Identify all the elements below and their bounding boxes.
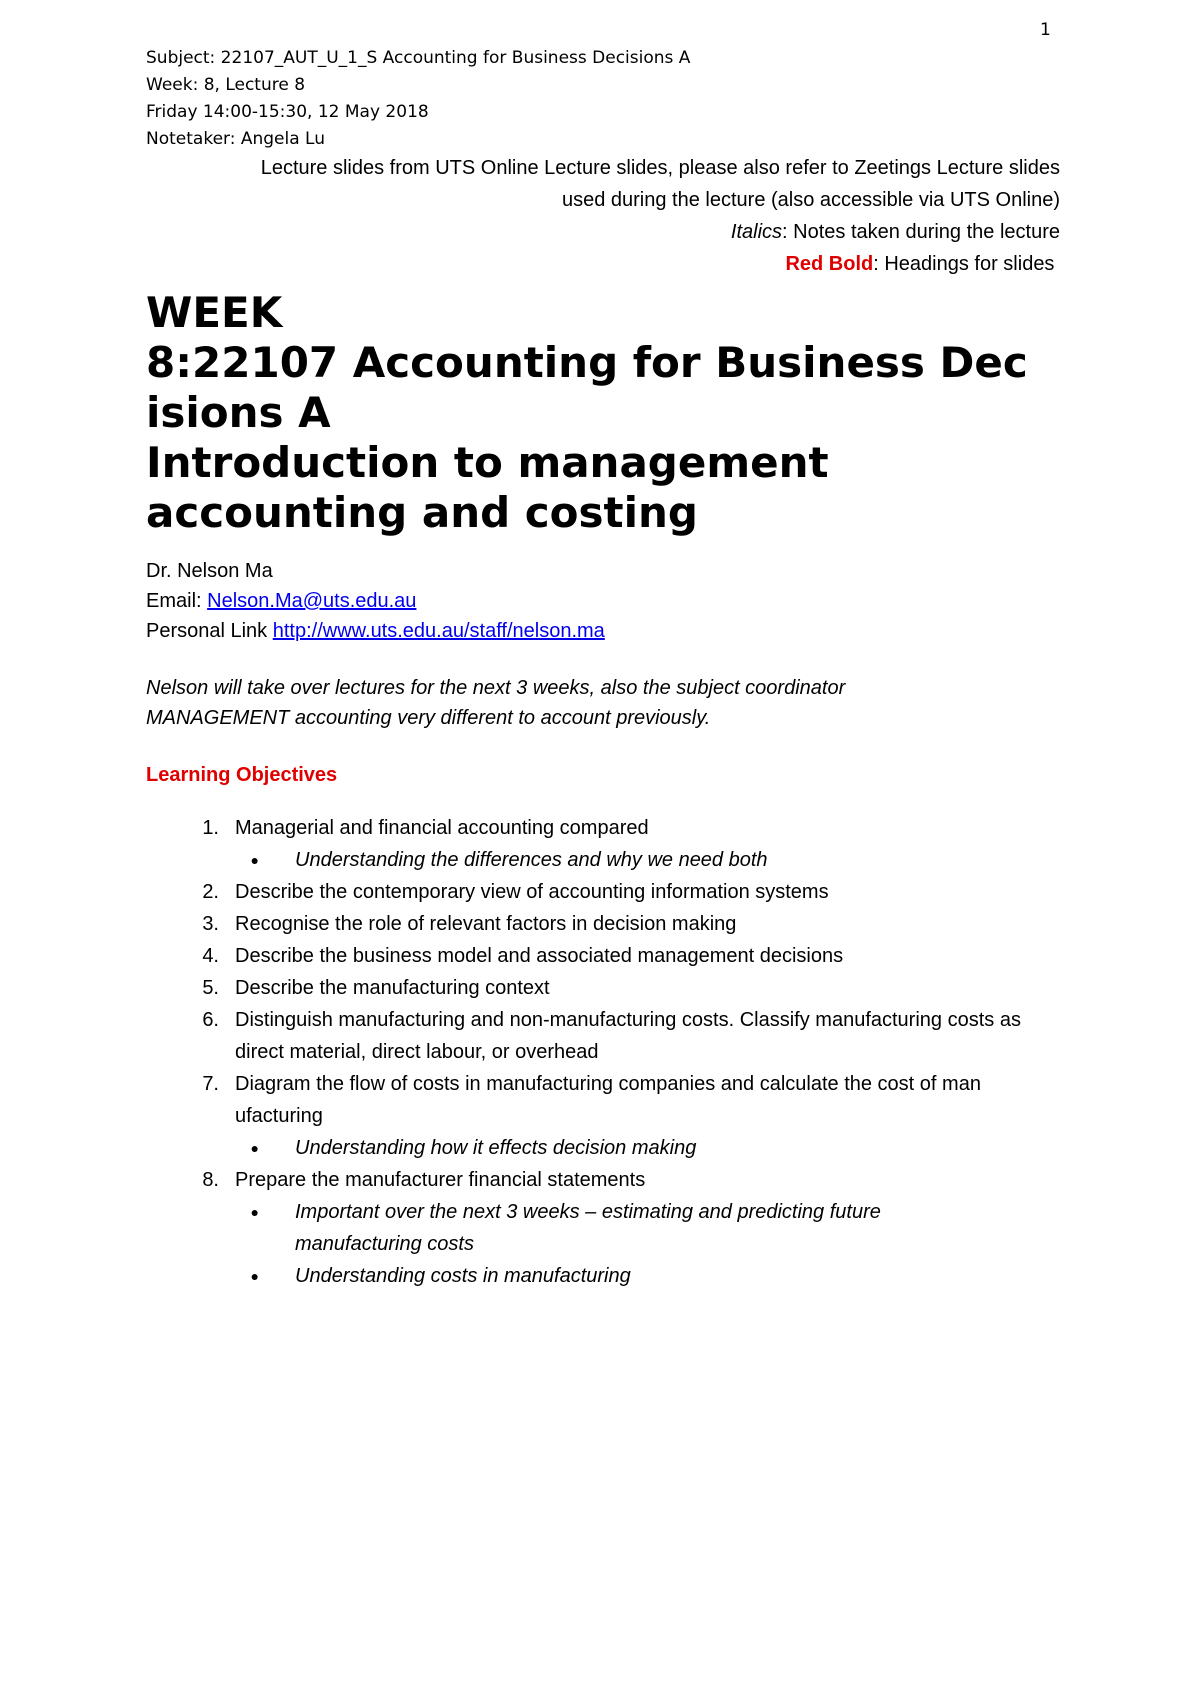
objective-number: 2. [202,881,219,903]
author-name: Dr. Nelson Ma [146,560,273,582]
sub-item-text: Important over the next 3 weeks – estimating and predicting future manufacturing costs [295,1201,881,1255]
bullet-icon: ● [250,1140,259,1156]
notes-line-1: Nelson will take over lectures for the next 3 weeks, also the subject coordinator [146,677,846,699]
legend-line-1: Lecture slides from UTS Online Lecture slides, please also refer to Zeetings Lecture slides [260,157,1060,179]
bullet-icon: ● [250,1268,259,1284]
objective-text: Prepare the manufacturer financial statements [235,1169,646,1191]
legend-red-bold-row [146,248,1060,280]
objective-sub-item [146,1132,1066,1164]
objective-item [146,1004,1066,1068]
objective-sub-item [146,844,1066,876]
date-line: Friday 14:00-15:30, 12 May 2018 [146,102,429,122]
objective-sub-item [146,1260,1066,1292]
lecture-notes [146,673,845,733]
personal-link-row [146,616,605,646]
personal-link[interactable]: http://www.uts.edu.au/staff/nelson.ma [272,620,605,642]
italics-desc: : Notes taken during the lecture [782,221,1060,243]
objective-item [146,812,1066,844]
objective-item [146,1164,1066,1196]
objective-item [146,940,1066,972]
email-link[interactable]: Nelson.Ma@uts.edu.au [207,590,417,612]
objective-text: Distinguish manufacturing and non-manufacturing costs. Classify manufacturing costs as direct material, direct labour, or overhead [235,1009,1021,1063]
objective-number: 8. [202,1169,219,1191]
objective-number: 4. [202,945,219,967]
objective-item [146,1068,1066,1132]
red-bold-desc: : Headings for slides [873,253,1055,275]
document-header [146,45,690,153]
personal-link-label: Personal Link [146,620,273,642]
objective-item [146,972,1066,1004]
title-line-4: Introduction to management [146,438,829,487]
page-number: 1 [1040,20,1051,40]
bullet-icon: ● [250,1204,259,1220]
italics-label: Italics [730,221,783,243]
objective-text: Describe the contemporary view of accounting information systems [235,881,829,903]
bullet-icon: ● [250,852,259,868]
author-info [146,556,605,646]
email-label: Email: [146,590,208,612]
objective-item [146,876,1066,908]
title-line-2: 8:22107 Accounting for Business Dec [146,338,1028,387]
objective-number: 6. [202,1009,219,1031]
learning-objectives-heading: Learning Objectives [146,764,338,786]
title-line-3: isions A [146,388,331,437]
document-title [146,288,1076,538]
title-line-1: WEEK [146,288,283,337]
objective-item [146,908,1066,940]
objective-text: Describe the manufacturing context [235,977,550,999]
objective-text: Diagram the flow of costs in manufacturing companies and calculate the cost of man ufacturing [235,1073,981,1127]
objective-number: 5. [202,977,219,999]
objective-number: 1. [202,817,219,839]
objective-text: Managerial and financial accounting compared [235,817,649,839]
sub-item-text: Understanding how it effects decision making [295,1137,697,1159]
sub-item-text: Understanding costs in manufacturing [295,1265,631,1287]
legend-italics-row [146,216,1060,248]
email-row [146,586,605,616]
subject-line: Subject: 22107_AUT_U_1_S Accounting for Business Decisions A [146,48,691,68]
sub-item-text: Understanding the differences and why we need both [295,849,768,871]
red-bold-label: Red Bold [785,253,874,275]
objective-text: Describe the business model and associated management decisions [235,945,844,967]
legend-line-2: used during the lecture (also accessible via UTS Online) [561,189,1060,211]
formatting-legend [146,152,1060,280]
objective-number: 7. [202,1073,219,1095]
objective-number: 3. [202,913,219,935]
objective-sub-item [146,1196,1066,1260]
week-line: Week: 8, Lecture 8 [146,75,306,95]
objectives-list [146,812,1066,1292]
notetaker-line: Notetaker: Angela Lu [146,129,325,149]
title-line-5: accounting and costing [146,488,698,537]
notes-line-2: MANAGEMENT accounting very different to account previously. [146,707,711,729]
objective-text: Recognise the role of relevant factors in decision making [235,913,737,935]
